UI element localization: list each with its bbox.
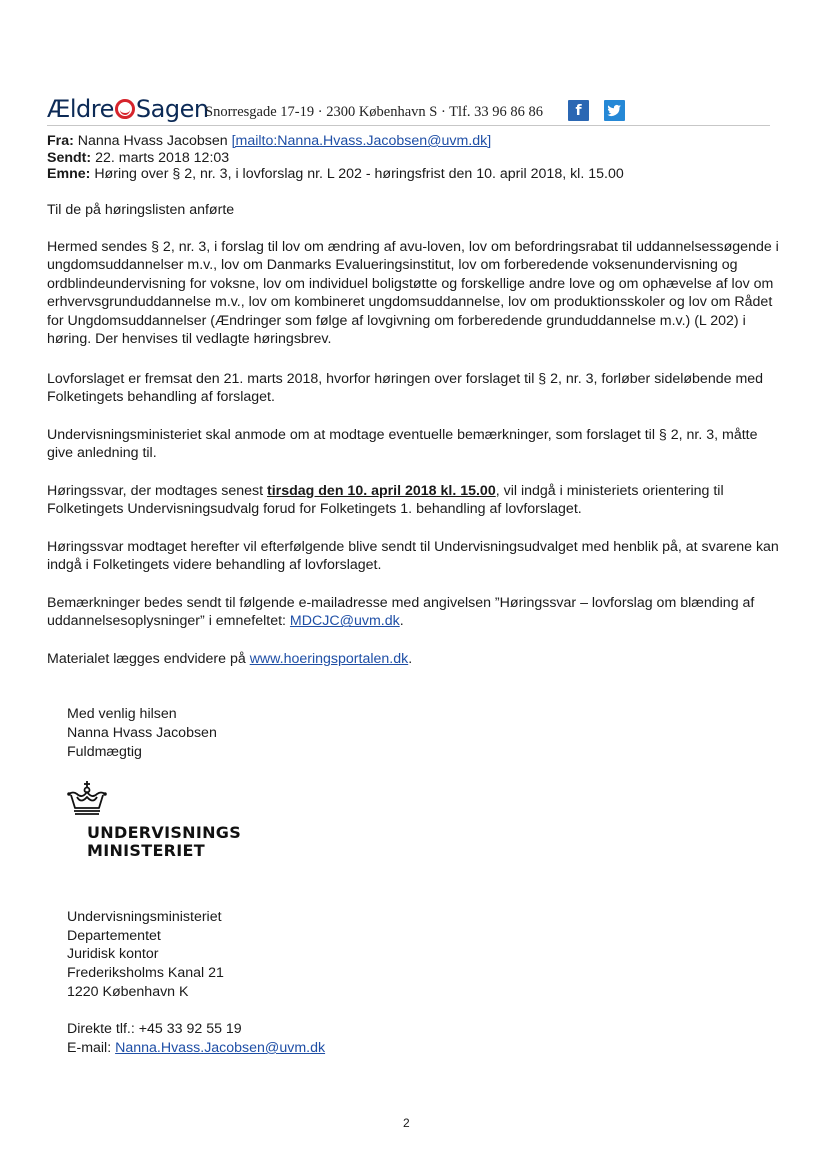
from-label: Fra: (47, 133, 74, 149)
header-address: Snorresgade 17-19 · 2300 København S · Tlf. 33 96 86 86 (205, 104, 544, 120)
instructions-end: . (399, 613, 404, 630)
paragraph-intro: Hermed sendes § 2, nr. 3, i forslag til lov om ændring af avu-loven, lov om befordringsrabat til uddannelsessøgende i ungdomsuddannelser m.v., lov om Danmarks Evalueringsinstitut, lov om forberedende voksenundervisning og ordblindeundervisning for voksne, lov om individuel boligstøtte og forskellige andre love og om ophævelse af lov om erhvervsgrunduddannelse m.v., lov om kombineret ungdomsuddannelse, lov om produktionsskoler og lov om Rådet for Ungdomsuddannelser (Ændringer som følge af lovgivning om forberedende grunduddannelse m.v.) (L 202) i høring. Der henvises til vedlagte høringsbrev. (47, 239, 779, 348)
address-street: Frederiksholms Kanal 21 (67, 965, 224, 981)
signature-title: Fuldmægtig (67, 744, 142, 760)
header-divider (47, 125, 770, 126)
royal-crown-icon (66, 780, 108, 816)
address-dept: Departementet (67, 928, 161, 944)
address-org: Undervisningsministeriet (67, 909, 222, 925)
signature-closing: Med venlig hilsen (67, 706, 177, 722)
email-subject-line (47, 166, 624, 183)
aeldresagen-logo (47, 95, 209, 123)
ministry-wordmark (87, 824, 241, 860)
subject-value: Høring over § 2, nr. 3, i lovforslag nr. L 202 - høringsfrist den 10. april 2018, kl. 15.00 (94, 166, 624, 182)
sent-value: 22. marts 2018 12:03 (95, 150, 230, 166)
logo-text-left: Ældre (47, 95, 114, 123)
contact-phone: Direkte tlf.: +45 33 92 55 19 (67, 1021, 242, 1037)
hoeringsportalen-link[interactable]: www.hoeringsportalen.dk (249, 651, 409, 667)
paragraph-anmodning: Undervisningsministeriet skal anmode om at modtage eventuelle bemærkninger, som forslaget til § 2, nr. 3, måtte give anledning til. (47, 427, 758, 462)
paragraph-fremsat: Lovforslaget er fremsat den 21. marts 2018, hvorfor høringen over forslaget til § 2, nr. 3, forløber sideløbende med Folketingets behandling af forslaget. (47, 371, 764, 406)
email-label: E-mail: (67, 1040, 116, 1056)
portal-end: . (408, 651, 413, 667)
address-city: 1220 København K (67, 984, 189, 1000)
signature-name: Nanna Hvass Jacobsen (67, 725, 217, 741)
page-number: 2 (403, 1116, 410, 1130)
deadline-text-b: , vil indgå i ministeriets orientering til Folketingets Undervisningsudvalg forud for Folketingets 1. behandling af lovforslaget. (47, 483, 724, 518)
address-office: Juridisk kontor (67, 946, 159, 962)
from-name: Nanna Hvass Jacobsen (77, 133, 228, 149)
email-sent-line (47, 150, 229, 167)
subject-label: Emne: (47, 166, 91, 182)
ministry-line-2: MINISTERIET (87, 841, 206, 860)
deadline-text-a: Høringssvar, der modtages senest (47, 483, 268, 499)
paragraph-email-instructions (47, 594, 782, 631)
facebook-icon[interactable]: f (568, 100, 589, 121)
paragraph-deadline (47, 482, 782, 519)
paragraph-portal (47, 650, 782, 668)
contact-email-line (67, 1039, 325, 1058)
sent-label: Sendt: (47, 150, 92, 166)
paragraph-late-replies: Høringssvar modtaget herefter vil efterfølgende blive sendt til Undervisningsudvalget med henblik på, at svarene kan indgå i Folketingets videre behandling af lovforslaget. (47, 539, 779, 574)
contact-email-link[interactable]: Nanna.Hvass.Jacobsen@uvm.dk (115, 1040, 326, 1056)
from-mailto-link[interactable]: [mailto:Nanna.Hvass.Jacobsen@uvm.dk] (231, 133, 492, 149)
email-from-line (47, 133, 491, 150)
ministry-line-1: UNDERVISNINGS (87, 823, 242, 842)
instructions-text: Bemærkninger bedes sendt til følgende e-mailadresse med angivelsen ”Høringssvar – lovforslag om blænding af uddannelsesoplysninger” i emnefeltet: (47, 595, 755, 630)
greeting: Til de på høringslisten anførte (47, 202, 235, 218)
logo-ring-icon (115, 99, 135, 119)
deadline-date: tirsdag den 10. april 2018 kl. 15.00 (267, 483, 496, 499)
mdcjc-email-link[interactable]: MDCJC@uvm.dk (289, 613, 400, 630)
twitter-bird-icon (604, 100, 625, 121)
portal-text: Materialet lægges endvidere på (47, 651, 250, 667)
logo-text-right: Sagen (135, 95, 209, 123)
twitter-icon[interactable] (604, 100, 625, 121)
